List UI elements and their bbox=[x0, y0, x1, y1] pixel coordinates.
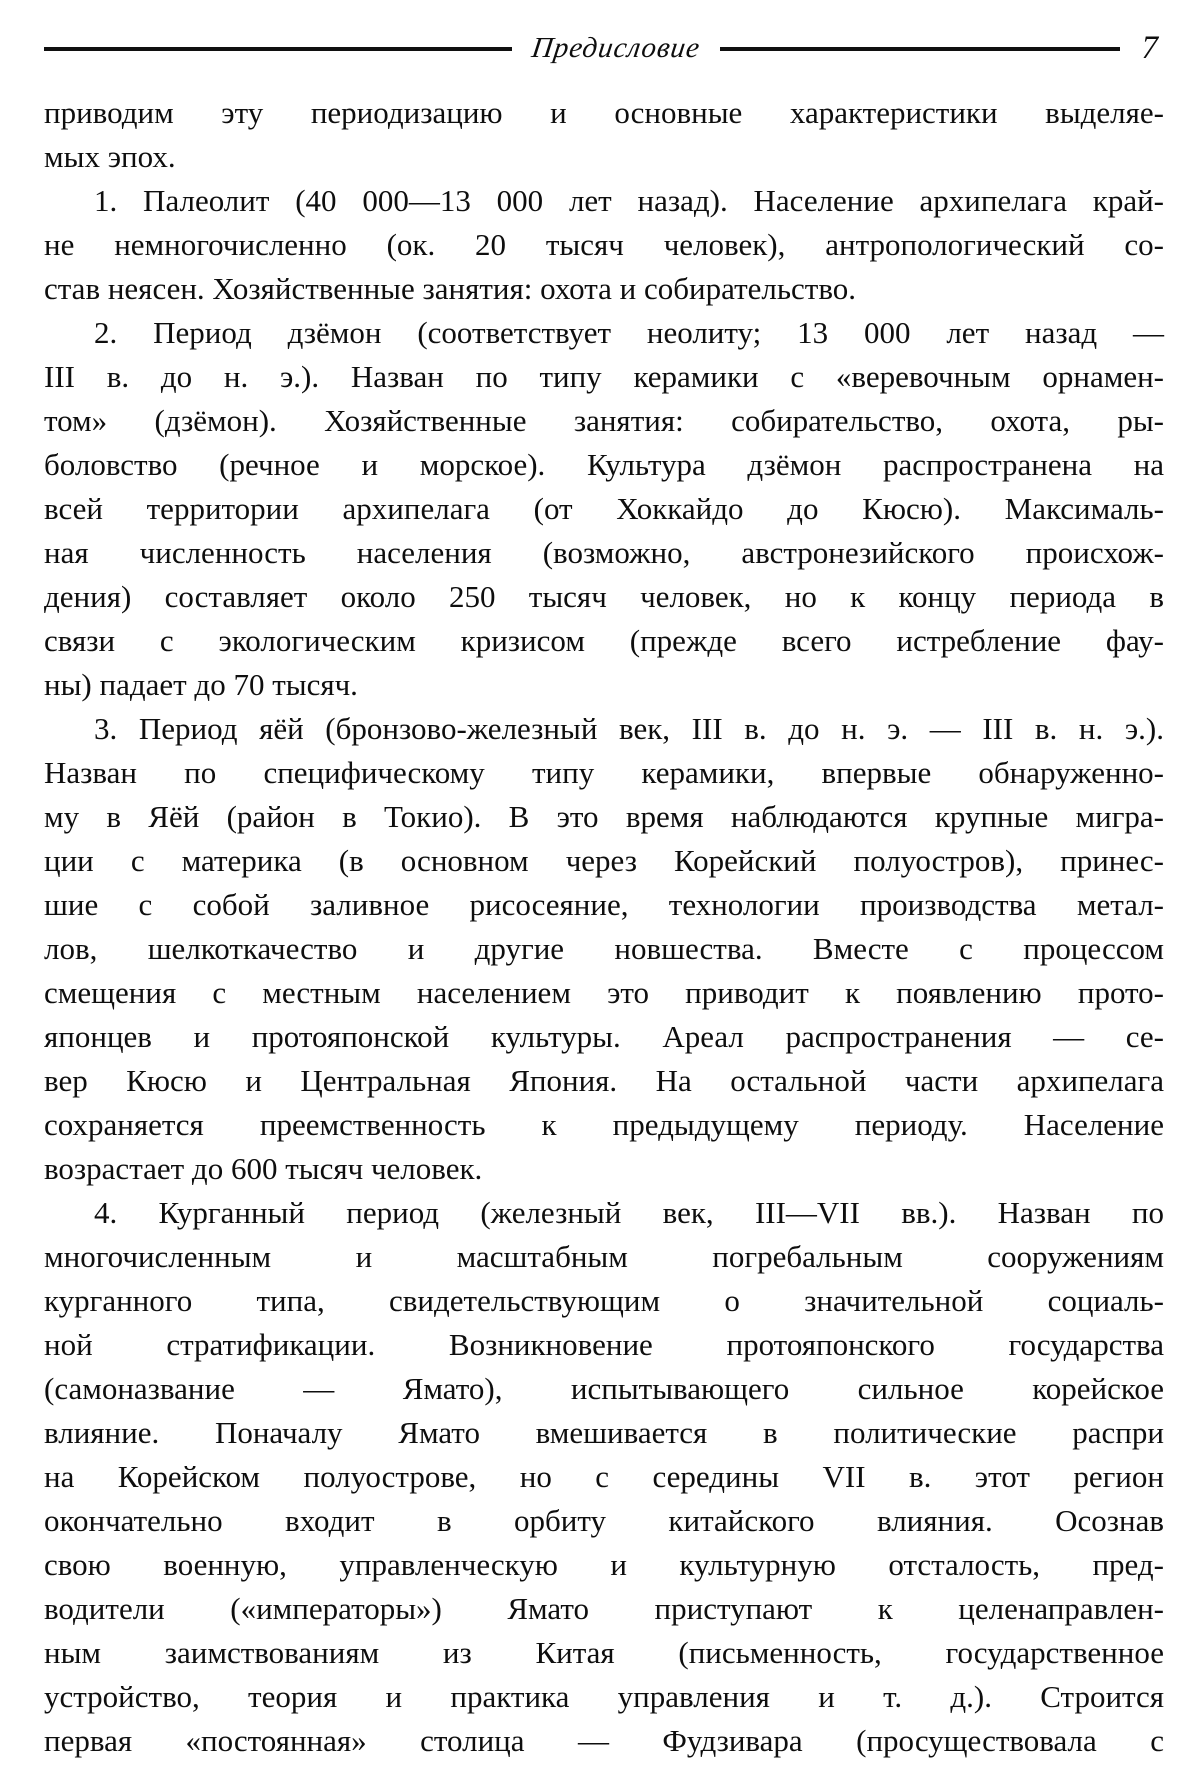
text-line: му в Яёй (район в Токио). В это время наблюдаются крупные мигра- bbox=[44, 799, 1164, 834]
page-body bbox=[0, 67, 1200, 1763]
text-line: смещения с местным населением это приводит к появлению прото- bbox=[44, 975, 1164, 1010]
text-line: окончательно входит в орбиту китайского влияния. Осознав bbox=[44, 1503, 1164, 1538]
text-line: свою военную, управленческую и культурную отсталость, пред- bbox=[44, 1547, 1164, 1582]
text-line: ной стратификации. Возникновение протояпонского государства bbox=[44, 1327, 1164, 1362]
text-line: Назван по специфическому типу керамики, впервые обнаруженно- bbox=[44, 755, 1164, 790]
text-line: став неясен. Хозяйственные занятия: охота и собирательство. bbox=[44, 271, 856, 306]
text-line: водители («императоры») Ямато приступают к целенаправлен- bbox=[44, 1591, 1164, 1626]
running-title: Предисловие bbox=[529, 32, 703, 64]
text-line: мых эпох. bbox=[44, 139, 176, 174]
text-line: ны) падает до 70 тысяч. bbox=[44, 667, 358, 702]
text-line: шие с собой заливное рисосеяние, технологии производства метал- bbox=[44, 887, 1164, 922]
page-number: 7 bbox=[1141, 30, 1158, 66]
header-rule-left bbox=[44, 47, 512, 51]
text-line: лов, шелкоткачество и другие новшества. Вместе с процессом bbox=[44, 931, 1164, 966]
text-line: возрастает до 600 тысяч человек. bbox=[44, 1151, 483, 1186]
text-line: приводим эту периодизацию и основные характеристики выделяе- bbox=[44, 95, 1164, 130]
text-line: 2. Период дзёмон (соответствует неолиту; 13 000 лет назад — bbox=[94, 315, 1164, 350]
text-line: связи с экологическим кризисом (прежде всего истребление фау- bbox=[44, 623, 1164, 658]
text-line: влияние. Поначалу Ямато вмешивается в политические распри bbox=[44, 1415, 1164, 1450]
page-header bbox=[0, 0, 1200, 67]
text-line: ная численность населения (возможно, австронезийского происхож- bbox=[44, 535, 1164, 570]
text-line: на Корейском полуострове, но с середины VII в. этот регион bbox=[44, 1459, 1164, 1494]
header-rule-right bbox=[720, 47, 1120, 51]
text-line: не немногочисленно (ок. 20 тысяч человек), антропологический со- bbox=[44, 227, 1164, 262]
text-line: ции с материка (в основном через Корейский полуостров), принес- bbox=[44, 843, 1164, 878]
text-line: III в. до н. э.). Назван по типу керамики с «веревочным орнамен- bbox=[44, 359, 1164, 394]
text-line: вер Кюсю и Центральная Япония. На остальной части архипелага bbox=[44, 1063, 1164, 1098]
text-line: 1. Палеолит (40 000—13 000 лет назад). Население архипелага край- bbox=[94, 183, 1164, 218]
text-line: курганного типа, свидетельствующим о значительной социаль- bbox=[44, 1283, 1164, 1318]
text-line: 3. Период яёй (бронзово-железный век, III в. до н. э. — III в. н. э.). bbox=[94, 711, 1164, 746]
text-line: боловство (речное и морское). Культура дзёмон распространена на bbox=[44, 447, 1164, 482]
text-line: устройство, теория и практика управления и т. д.). Строится bbox=[44, 1679, 1164, 1714]
text-line: японцев и протояпонской культуры. Ареал распространения — се- bbox=[44, 1019, 1164, 1054]
text-line: первая «постоянная» столица — Фудзивара (просуществовала с bbox=[44, 1723, 1164, 1758]
text-line: том» (дзёмон). Хозяйственные занятия: собирательство, охота, ры- bbox=[44, 403, 1164, 438]
text-line: (самоназвание — Ямато), испытывающего сильное корейское bbox=[44, 1371, 1164, 1406]
text-line: многочисленным и масштабным погребальным сооружениям bbox=[44, 1239, 1164, 1274]
text-line: всей территории архипелага (от Хоккайдо до Кюсю). Максималь- bbox=[44, 491, 1164, 526]
text-line: 4. Курганный период (железный век, III—VII вв.). Назван по bbox=[94, 1195, 1164, 1230]
text-line: дения) составляет около 250 тысяч человек, но к концу периода в bbox=[44, 579, 1164, 614]
text-line: сохраняется преемственность к предыдущему периоду. Население bbox=[44, 1107, 1164, 1142]
text-line: ным заимствованиям из Китая (письменность, государственное bbox=[44, 1635, 1164, 1670]
